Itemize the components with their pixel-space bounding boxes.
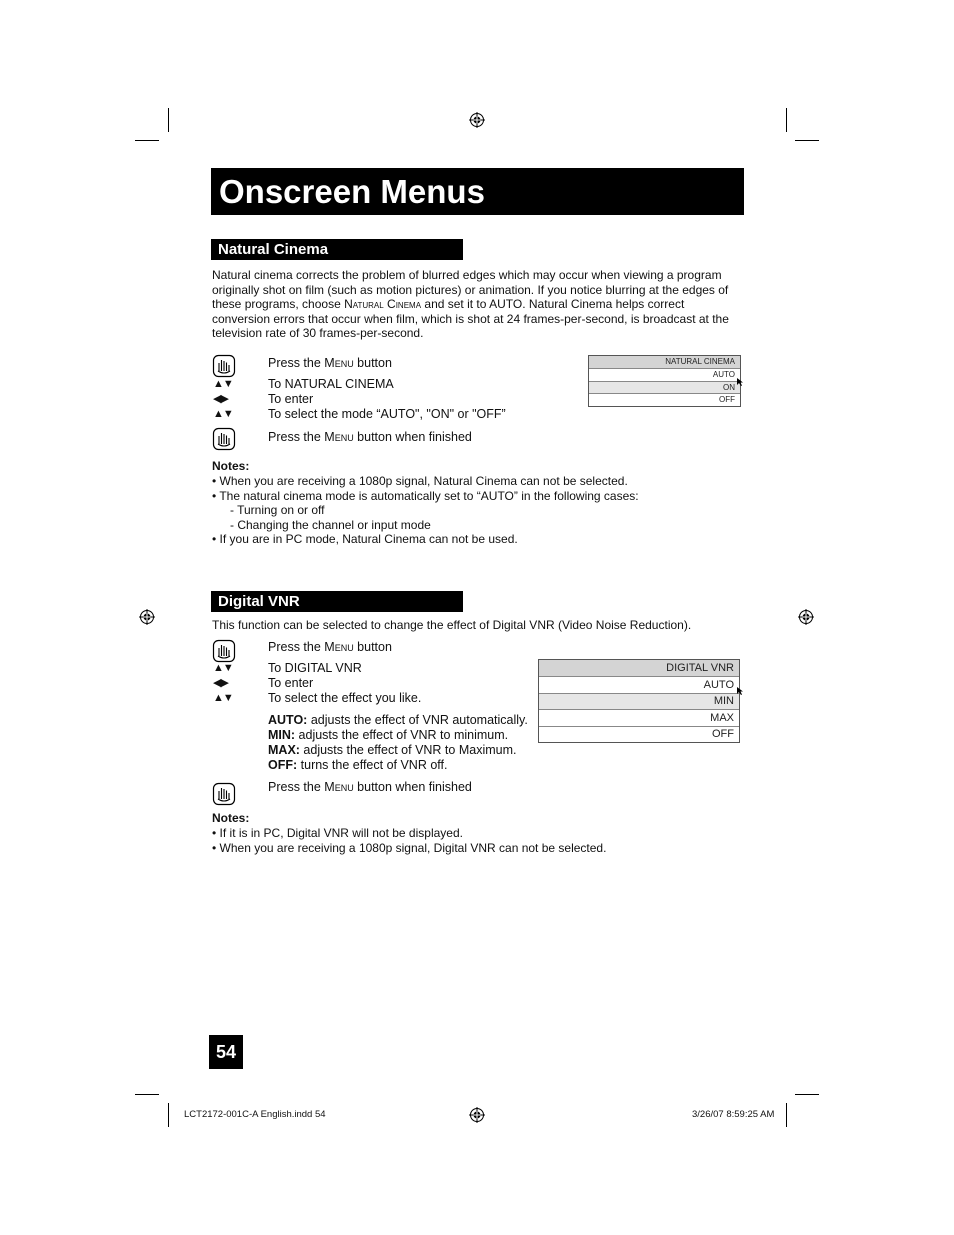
crop-mark [135, 1094, 159, 1095]
crop-mark [795, 1094, 819, 1095]
osd-option-auto[interactable]: AUTO [539, 677, 739, 694]
page-title: Onscreen Menus [211, 168, 744, 215]
step-press-menu-finish [268, 430, 472, 445]
step-to-item: To DIGITAL VNR [268, 661, 362, 675]
step-select-effect: To select the effect you like. [268, 691, 422, 705]
step-text: Press the [268, 780, 325, 794]
crop-mark [786, 1103, 787, 1127]
intro-text: Natural cinema corrects the problem of blurred edges which may occur when viewing a program originally shot on film (such as motion pictures) or animation. If you notice blurring at the edges of these programs, choose [212, 268, 729, 312]
notes-heading: Notes: [212, 459, 250, 473]
effect-label: AUTO: [268, 713, 308, 727]
step-text: Press the [268, 430, 325, 444]
step-select-mode: To select the mode “AUTO", "ON" or "OFF” [268, 407, 506, 421]
step-text: button when finished [353, 430, 472, 444]
footer-timestamp: 3/26/07 8:59:25 AM [692, 1109, 775, 1120]
effect-off [268, 758, 447, 773]
page-number: 54 [209, 1035, 243, 1069]
effect-auto [268, 713, 528, 728]
effect-text: adjusts the effect of VNR automatically. [307, 713, 528, 727]
cursor-icon [736, 686, 745, 696]
hand-press-icon [212, 639, 236, 663]
note-subitem: - Turning on or off [230, 503, 325, 517]
osd-option-min[interactable]: MIN [539, 694, 739, 710]
menu-key-label: Menu [324, 640, 354, 654]
effect-min [268, 728, 508, 743]
effect-label: OFF: [268, 758, 298, 772]
step-to-enter: To enter [268, 392, 314, 406]
note-subitem: - Changing the channel or input mode [230, 518, 431, 532]
intro-text: and set it to AUTO. Natural Cinema helps correct conversion errors that occur when film, which is shot at 24 frames-per-second, is broadcast at the television rate of 30 frames-per-second. [212, 297, 729, 341]
osd-option-off[interactable]: OFF [719, 395, 735, 404]
step-text: Press the [268, 356, 325, 370]
osd-option-off[interactable]: OFF [712, 728, 734, 740]
up-down-arrows-icon: ▲▼ [213, 692, 233, 704]
up-down-arrows-icon: ▲▼ [213, 378, 233, 390]
up-down-arrows-icon: ▲▼ [213, 408, 233, 420]
left-right-arrows-icon: ◀▶ [213, 677, 228, 689]
crop-mark [168, 1103, 169, 1127]
digital-vnr-intro: This function can be selected to change the effect of Digital VNR (Video Noise Reduction). [212, 618, 692, 632]
step-press-menu-finish [268, 780, 472, 795]
effect-text: turns the effect of VNR off. [297, 758, 448, 772]
step-text: Press the [268, 640, 325, 654]
left-right-arrows-icon: ◀▶ [213, 393, 228, 405]
osd-option-auto[interactable]: AUTO [589, 369, 740, 382]
osd-title: DIGITAL VNR [539, 660, 739, 677]
up-down-arrows-icon: ▲▼ [213, 662, 233, 674]
effect-label: MAX: [268, 743, 300, 757]
note-item: • When you are receiving a 1080p signal, Natural Cinema can not be selected. [212, 474, 628, 488]
section-heading-digital-vnr: Digital VNR [211, 591, 463, 612]
note-item: • If it is in PC, Digital VNR will not be displayed. [212, 826, 463, 840]
step-press-menu [268, 640, 392, 655]
registration-mark-icon [139, 609, 155, 625]
footer-filename: LCT2172-001C-A English.indd 54 [184, 1109, 326, 1120]
registration-mark-icon [798, 609, 814, 625]
hand-press-icon [212, 427, 236, 451]
effect-text: adjusts the effect of VNR to Maximum. [299, 743, 517, 757]
effect-max [268, 743, 516, 758]
menu-key-label: Menu [324, 780, 354, 794]
step-text: button when finished [353, 780, 472, 794]
menu-key-label: Menu [324, 356, 354, 370]
hand-press-icon [212, 782, 236, 806]
note-item: • The natural cinema mode is automatically set to “AUTO” in the following cases: [212, 489, 639, 503]
natural-cinema-osd [588, 355, 741, 407]
intro-menu-term: Natural Cinema [344, 297, 422, 312]
crop-mark [795, 140, 819, 141]
step-text: button [353, 356, 392, 370]
effect-text: adjusts the effect of VNR to minimum. [295, 728, 509, 742]
step-text: button [353, 640, 392, 654]
osd-option-max[interactable]: MAX [539, 710, 739, 727]
note-item: • When you are receiving a 1080p signal, Digital VNR can not be selected. [212, 841, 607, 855]
crop-mark [135, 140, 159, 141]
crop-mark [168, 108, 169, 132]
digital-vnr-osd [538, 659, 740, 743]
effect-label: MIN: [268, 728, 296, 742]
crop-mark [786, 108, 787, 132]
note-item: • If you are in PC mode, Natural Cinema can not be used. [212, 532, 518, 546]
osd-option-on[interactable]: ON [589, 382, 740, 394]
registration-mark-icon [469, 112, 485, 128]
cursor-icon [736, 377, 745, 387]
osd-title: NATURAL CINEMA [589, 356, 740, 369]
menu-key-label: Menu [324, 430, 354, 444]
step-press-menu [268, 356, 392, 371]
notes-heading: Notes: [212, 811, 250, 825]
hand-press-icon [212, 354, 236, 378]
registration-mark-icon [469, 1107, 485, 1123]
section-heading-natural-cinema: Natural Cinema [211, 239, 463, 260]
step-to-item: To NATURAL CINEMA [268, 377, 394, 391]
step-to-enter: To enter [268, 676, 314, 690]
natural-cinema-intro [212, 268, 742, 341]
